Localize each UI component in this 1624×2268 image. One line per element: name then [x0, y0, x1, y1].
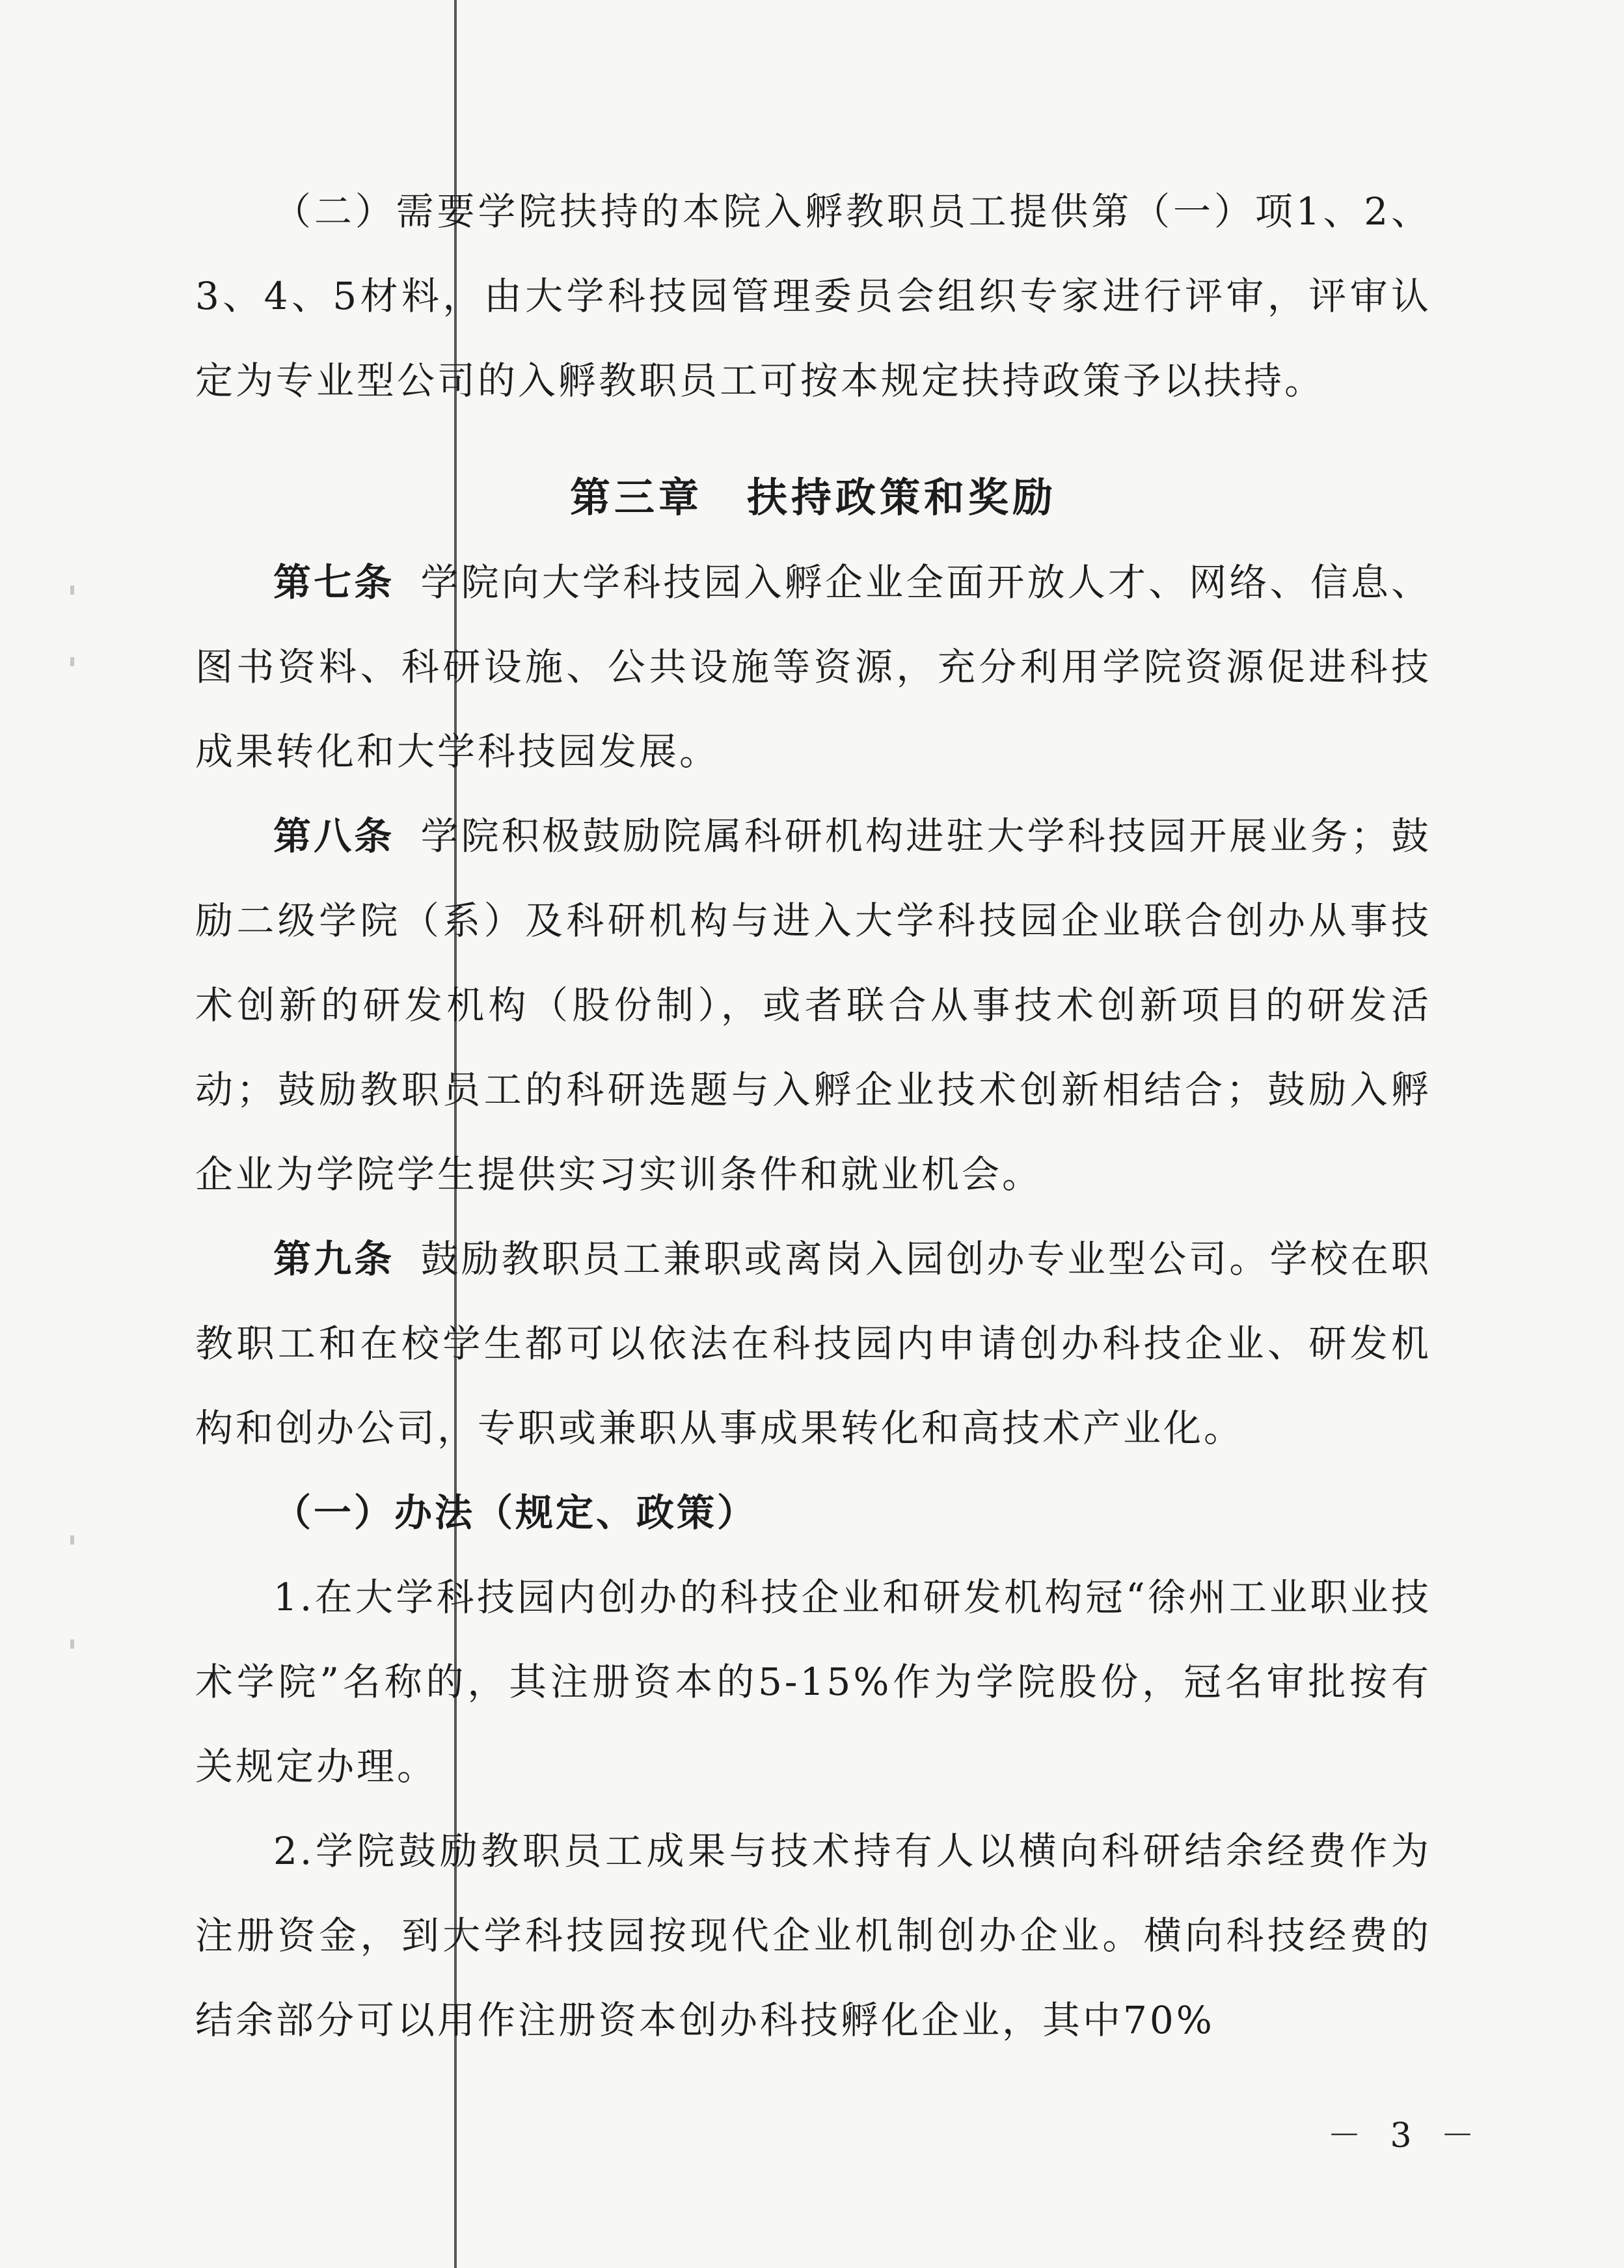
paragraph-review: （二）需要学院扶持的本院入孵教职员工提供第（一）项1、2、3、4、5材料，由大学科技园管理委员会组织专家进行评审，评审认定为专业型公司的入孵教职员工可按本规定扶持政策予以扶持。 [195, 189, 1431, 403]
page-number: － 3 － [1327, 2116, 1484, 2155]
article-8 [195, 794, 1431, 1217]
article-7-text: 学院向大学科技园入孵企业全面开放人才、网络、信息、图书资料、科研设施、公共设施等资源，充分利用学院资源促进科技成果转化和大学科技园发展。 [195, 560, 1431, 774]
article-7 [195, 540, 1431, 794]
article-9-text: 鼓励教职员工兼职或离岗入园创办专业型公司。学校在职教职工和在校学生都可以依法在科技园内申请创办科技企业、研发机构和创办公司，专职或兼职从事成果转化和高技术产业化。 [195, 1237, 1431, 1450]
article-9 [195, 1217, 1431, 1470]
margin-speck [70, 657, 74, 666]
margin-speck [70, 1640, 74, 1649]
article-8-label: 第八条 [273, 814, 395, 858]
section-heading-methods: （一）办法（规定、政策） [273, 1491, 758, 1535]
article-8-text: 学院积极鼓励院属科研机构进驻大学科技园开展业务；鼓励二级学院（系）及科研机构与进入大学科技园企业联合创办从事技术创新的研发机构（股份制），或者联合从事技术创新项目的研发活动；鼓励教职员工的科研选题与入孵企业技术创新相结合；鼓励入孵企业为学院学生提供实习实训条件和就业机会。 [195, 814, 1431, 1196]
article-9-label: 第九条 [273, 1237, 395, 1281]
item-2: 2.学院鼓励教职员工成果与技术持有人以横向科研结余经费作为注册资金，到大学科技园按现代企业机制创办企业。横向科技经费的结余部分可以用作注册资本创办科技孵化企业，其中70% [195, 1829, 1431, 2042]
article-7-label: 第七条 [273, 560, 395, 604]
item-1: 1.在大学科技园内创办的科技企业和研发机构冠“徐州工业职业技术学院”名称的，其注册资本的5-15%作为学院股份，冠名审批按有关规定办理。 [195, 1575, 1431, 1789]
chapter-title: 第三章 扶持政策和奖励 [569, 474, 1057, 521]
document-body [195, 169, 1431, 2062]
margin-speck [70, 1535, 74, 1545]
margin-speck [70, 586, 74, 595]
